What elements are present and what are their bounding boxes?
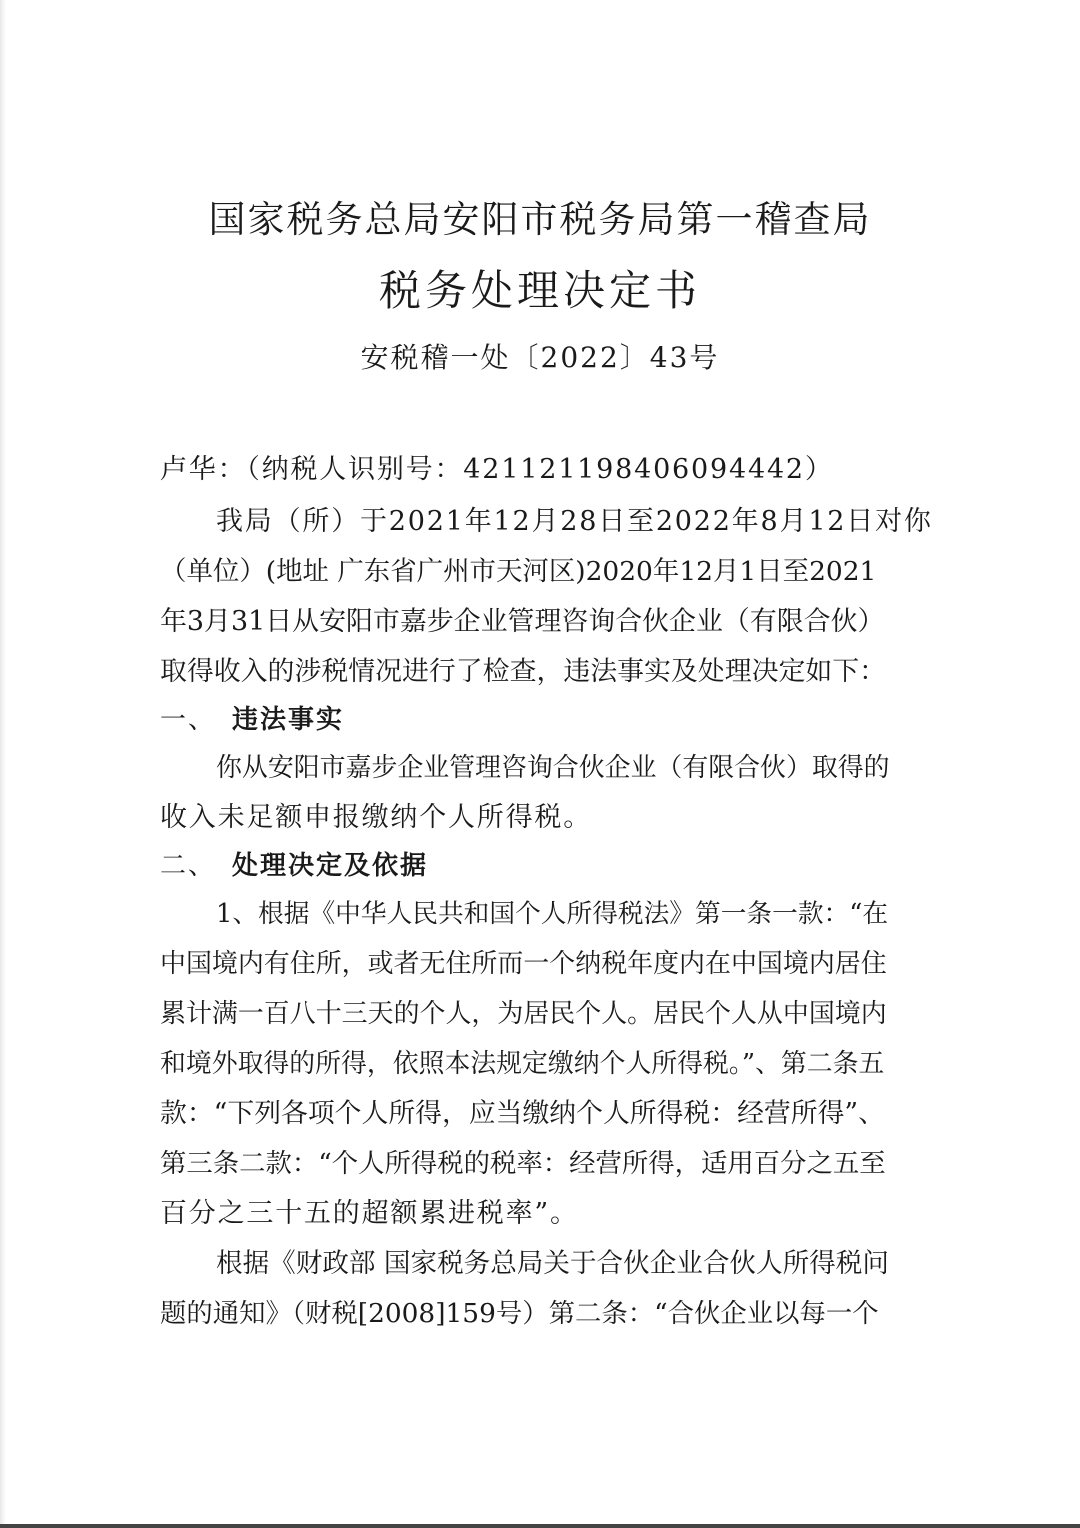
section-body-line: 根据《财政部 国家税务总局关于合伙企业合伙人所得税问 (216, 1248, 889, 1279)
section-body-line: 累计满一百八十三天的个人，为居民个人。居民个人从中国境内 (160, 999, 887, 1029)
section-body-line: 款：“下列各项个人所得，应当缴纳个人所得税：经营所得”、 (160, 1098, 885, 1129)
section-body-line: 你从安阳市嘉步企业管理咨询合伙企业（有限合伙）取得的 (216, 753, 890, 783)
section-heading-violations (160, 702, 344, 738)
scan-bottom-border (0, 1524, 1080, 1528)
addressee-line: 卢华：（纳税人识别号：421121198406094442） (160, 454, 834, 485)
intro-line: （单位）(地址 广东省广州市天河区)2020年12月1日至2021 (160, 556, 877, 587)
intro-line: 年3月31日从安阳市嘉步企业管理咨询合伙企业（有限合伙） (160, 606, 885, 637)
section-body-line: 第三条二款：“个人所得税的税率：经营所得，适用百分之五至 (160, 1149, 886, 1179)
intro-line: 我局（所）于2021年12月28日至2022年8月12日对你 (216, 506, 933, 537)
section-heading-decision (160, 848, 428, 884)
section-title: 处理决定及依据 (232, 851, 429, 881)
intro-line: 取得收入的涉税情况进行了检查，违法事实及处理决定如下： (160, 656, 887, 687)
section-body-line: 百分之三十五的超额累进税率”。 (160, 1198, 579, 1229)
section-body-line: 1、根据《中华人民共和国个人所得税法》第一条一款：“在 (216, 899, 889, 929)
section-title: 违法事实 (232, 705, 345, 735)
section-body-line: 中国境内有住所，或者无住所而一个纳税年度内在中国境内居住 (160, 949, 887, 979)
document-number: 安税稽一处〔2022〕43号 (360, 341, 720, 374)
section-number: 二、 (160, 851, 217, 881)
section-body-line: 和境外取得的所得，依照本法规定缴纳个人所得税。”、第二条五 (160, 1049, 885, 1079)
section-number: 一、 (160, 705, 217, 735)
document-title: 税务处理决定书 (378, 266, 701, 315)
section-body-line: 收入未足额申报缴纳个人所得税。 (160, 802, 592, 833)
issuing-organization: 国家税务总局安阳市税务局第一稽查局 (208, 198, 872, 241)
section-body-line: 题的通知》（财税[2008]159号）第二条：“合伙企业以每一个 (160, 1299, 879, 1329)
